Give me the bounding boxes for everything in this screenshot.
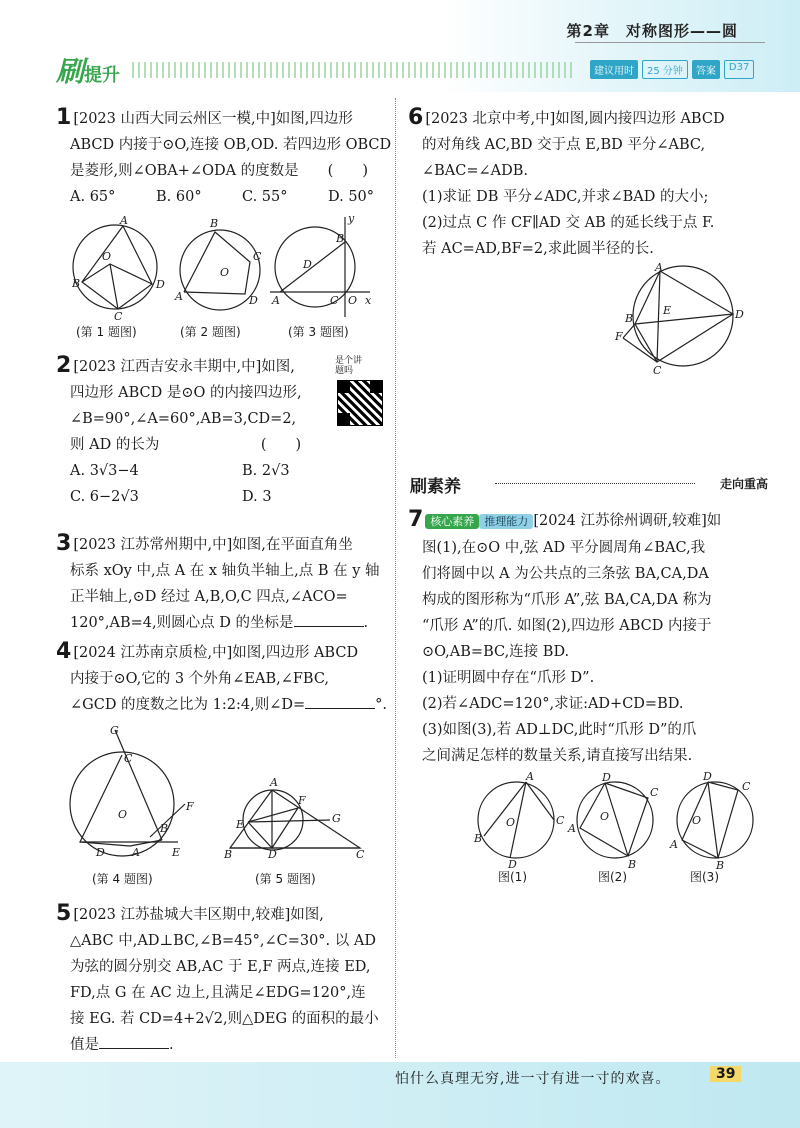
q7-line-4: “爪形 A”的爪. 如图(2),四边形 ABCD 内接于 [422, 618, 712, 634]
svg-text:B: B [224, 848, 233, 861]
svg-text:A: A [120, 214, 128, 227]
svg-text:C: C [330, 294, 339, 307]
svg-text:A: A [526, 770, 534, 783]
q3-line-1: [2023 江苏常州期中,中]如图,在平面直角坐 [73, 537, 353, 553]
q2-line-2: 四边形 ABCD 是⊙O 的内接四边形, [70, 385, 302, 401]
time-label: 建议用时 [590, 60, 638, 79]
svg-text:C: C [253, 250, 262, 263]
q2-line-3: ∠B=90°,∠A=60°,AB=3,CD=2, [70, 411, 297, 427]
svg-text:B: B [210, 217, 219, 230]
svg-text:B: B [336, 232, 345, 245]
svg-text:G: G [110, 724, 119, 737]
q3-line-4-text: 120°,AB=4,则圆心点 D 的坐标是 [70, 615, 294, 631]
svg-text:B: B [160, 822, 169, 835]
time-value: 25 分钟 [642, 60, 688, 79]
svg-text:O: O [220, 266, 230, 279]
q1-options [70, 184, 391, 210]
svg-text:D: D [602, 771, 611, 784]
qr-label: 是个讲题吗 [335, 356, 363, 376]
caption-fig7-1: 图(1) [498, 870, 527, 884]
q5-line-1: [2023 江苏盐城大丰区期中,较难]如图, [73, 907, 324, 923]
svg-text:C: C [653, 364, 662, 374]
question-7 [408, 508, 793, 769]
svg-text:O: O [600, 810, 610, 823]
pill-core: 核心素养 [425, 514, 479, 529]
answer-blank[interactable] [305, 694, 375, 709]
q7-line-2: 们将圆中以 A 为公共点的三条弦 BA,CA,DA [422, 566, 709, 582]
svg-text:A: A [132, 846, 140, 859]
svg-text:D: D [735, 308, 744, 321]
question-number: 3 [56, 531, 72, 556]
svg-text:C: C [124, 752, 133, 765]
option-c: C. 55° [242, 189, 288, 205]
svg-text:D: D [249, 294, 258, 307]
footer-motto: 怕什么真理无穷,进一寸有进一寸的欢喜。 [395, 1071, 671, 1087]
q7-line-9: 之间满足怎样的数量关系,请直接写出结果. [422, 748, 693, 764]
q4-line-1: [2024 江苏南京质检,中]如图,四边形 ABCD [73, 645, 359, 661]
svg-text:O: O [102, 250, 112, 263]
svg-text:A: A [655, 262, 663, 274]
q1-line-2: ABCD 内接于⊙O,连接 OB,OD. 若四边形 OBCD [70, 137, 392, 153]
option-a: A. 65° [70, 189, 116, 205]
svg-text:C: C [742, 780, 751, 793]
svg-text:D: D [703, 770, 712, 783]
svg-text:O: O [506, 816, 516, 829]
answer-blank[interactable] [294, 612, 364, 627]
q6-line-4: (1)求证 DB 平分∠ADC,并求∠BAD 的大小; [422, 189, 709, 205]
q2-line-1: [2023 江西吉安永丰期中,中]如图, [73, 359, 295, 375]
chapter-title: 第2章 对称图形——圆 [566, 22, 738, 40]
svg-text:D: D [156, 278, 165, 291]
figure-1 [73, 225, 157, 309]
question-number: 2 [56, 353, 72, 378]
caption-fig7-2: 图(2) [598, 870, 627, 884]
chapter-underline [575, 42, 765, 43]
q6-line-3: ∠BAC=∠ADB. [422, 163, 529, 179]
svg-text:B: B [716, 859, 725, 870]
section-header [410, 472, 790, 496]
q5-line-6: 值是 . [70, 1032, 391, 1058]
question-number: 4 [56, 639, 72, 664]
q7-line-1: 图(1),在⊙O 中,弦 AD 平分圆周角∠BAC,我 [422, 540, 706, 556]
svg-text:A: A [272, 294, 280, 307]
q6-line-2: 的对角线 AC,BD 交于点 E,BD 平分∠ABC, [422, 137, 706, 153]
option-d: D. 50° [328, 189, 375, 205]
q3-line-4: 120°,AB=4,则圆心点 D 的坐标是 . [70, 610, 391, 636]
option-c: C. 6−2√3 [70, 489, 139, 505]
answer-label: 答案 [692, 60, 720, 79]
q3-line-2: 标系 xOy 中,点 A 在 x 轴负半轴上,点 B 在 y 轴 [70, 563, 380, 579]
q1-line-1: [2023 山西大同云州区一模,中]如图,四边形 [73, 111, 353, 127]
q2-options-row1 [70, 458, 391, 484]
qr-code[interactable] [337, 380, 383, 426]
svg-text:x: x [365, 294, 372, 307]
caption-fig3: (第 3 题图) [288, 325, 349, 339]
q3-line-3: 正半轴上,⊙D 经过 A,B,O,C 四点,∠ACO= [70, 589, 348, 605]
figure-7-2 [577, 782, 653, 858]
svg-text:G: G [332, 812, 341, 825]
caption-fig5: (第 5 题图) [255, 872, 316, 886]
svg-text:A: A [568, 822, 576, 835]
q7-line-8: (3)如图(3),若 AD⊥DC,此时“爪形 D”的爪 [422, 722, 697, 738]
q5-line-3: 为弦的圆分别交 AB,AC 于 E,F 两点,连接 ED, [70, 959, 371, 975]
column-divider [395, 98, 396, 1058]
svg-text:C: C [650, 786, 659, 799]
svg-text:E: E [663, 304, 672, 317]
svg-text:F: F [186, 800, 194, 813]
brand-big: 刷 [56, 55, 85, 88]
section-line [495, 483, 695, 484]
answer-blank[interactable] [99, 1034, 169, 1049]
svg-text:B: B [628, 858, 637, 870]
svg-text:C: C [556, 814, 565, 827]
question-5 [56, 902, 391, 1058]
svg-text:E: E [236, 818, 245, 831]
caption-fig4: (第 4 题图) [92, 872, 153, 886]
section-right: 走向重高 [719, 477, 768, 491]
q7-line-3: 构成的图形称为“爪形 A”,弦 BA,CA,DA 称为 [422, 592, 712, 608]
brand-small: 提升 [84, 65, 121, 86]
q2-line-4: 则 AD 的长为 ( ) [70, 437, 302, 453]
q2-options-row2 [70, 484, 391, 510]
svg-text:E: E [172, 846, 181, 859]
svg-text:B: B [474, 832, 483, 845]
svg-text:D: D [303, 258, 312, 271]
q5-line-6-text: 值是 [70, 1037, 99, 1053]
answer-value: D37 [724, 60, 754, 79]
q6-line-1: [2023 北京中考,中]如图,圆内接四边形 ABCD [425, 111, 725, 127]
pill-reasoning: 推理能力 [479, 514, 533, 529]
q4-line-2: 内接于⊙O,它的 3 个外角∠EAB,∠FBC, [70, 671, 330, 687]
header-tags [590, 60, 754, 79]
page-header [0, 0, 800, 92]
svg-text:A: A [270, 776, 278, 789]
figure-7-3 [677, 782, 753, 858]
q5-line-5: 接 EG. 若 CD=4+2√2,则△DEG 的面积的最小 [70, 1011, 379, 1027]
q1-line-3: 是菱形,则∠OBA+∠ODA 的度数是 ( ) [70, 163, 368, 179]
svg-text:A: A [670, 838, 678, 851]
q1-q3-figures [60, 212, 380, 322]
figure-6 [615, 262, 745, 374]
question-6 [408, 106, 793, 262]
question-number: 5 [56, 901, 72, 926]
question-number: 7 [408, 507, 424, 532]
question-number: 1 [56, 105, 72, 130]
q4-q5-figures [60, 722, 380, 862]
q5-line-2: △ABC 中,AD⊥BC,∠B=45°,∠C=30°. 以 AD [70, 933, 376, 949]
svg-text:F: F [615, 330, 623, 343]
question-2 [56, 354, 391, 510]
question-number: 6 [408, 105, 424, 130]
svg-text:A: A [175, 290, 183, 303]
svg-text:D: D [96, 846, 105, 859]
option-b: B. 2√3 [242, 463, 290, 479]
q7-line-0-text: [2024 江苏徐州调研,较难]如 [533, 513, 722, 529]
q6-line-6: 若 AC=AD,BF=2,求此圆半径的长. [422, 241, 654, 257]
svg-text:O: O [348, 294, 358, 307]
option-b: B. 60° [156, 189, 202, 205]
caption-fig2: (第 2 题图) [180, 325, 241, 339]
q7-line-0 [408, 508, 793, 535]
svg-text:y: y [348, 212, 355, 225]
caption-fig1: (第 1 题图) [76, 325, 137, 339]
svg-text:D: D [268, 848, 277, 861]
page-number: 39 [710, 1066, 741, 1082]
q6-line-5: (2)过点 C 作 CF∥AD 交 AB 的延长线于点 F. [422, 215, 715, 231]
option-a: A. 3√3−4 [70, 463, 139, 479]
svg-text:D: D [508, 858, 517, 870]
svg-text:B: B [72, 277, 81, 290]
q7-line-5: ⊙O,AB=BC,连接 BD. [422, 644, 570, 660]
q7-line-6: (1)证明圆中存在“爪形 D”. [422, 670, 595, 686]
section-title: 刷素养 [410, 477, 461, 497]
question-4 [56, 640, 391, 718]
question-1 [56, 106, 391, 210]
svg-text:C: C [356, 848, 365, 861]
svg-text:F: F [298, 794, 306, 807]
q4-line-3-text: ∠GCD 的度数之比为 1:2:4,则∠D= [70, 697, 306, 713]
caption-fig7-3: 图(3) [690, 870, 719, 884]
svg-text:C: C [114, 310, 123, 322]
svg-text:O: O [692, 814, 702, 827]
q7-line-7: (2)若∠ADC=120°,求证:AD+CD=BD. [422, 696, 684, 712]
figure-4 [70, 730, 185, 856]
q4-line-3: ∠GCD 的度数之比为 1:2:4,则∠D= °. [70, 692, 391, 718]
q7-figures [470, 770, 770, 870]
svg-text:B: B [625, 312, 634, 325]
option-d: D. 3 [242, 489, 272, 505]
brand-logo [56, 50, 120, 90]
q5-line-4: FD,点 G 在 AC 边上,且满足∠EDG=120°,连 [70, 985, 366, 1001]
header-dots [132, 62, 572, 78]
figure-7-1 [478, 782, 554, 858]
svg-text:O: O [118, 808, 128, 821]
question-3 [56, 532, 391, 636]
